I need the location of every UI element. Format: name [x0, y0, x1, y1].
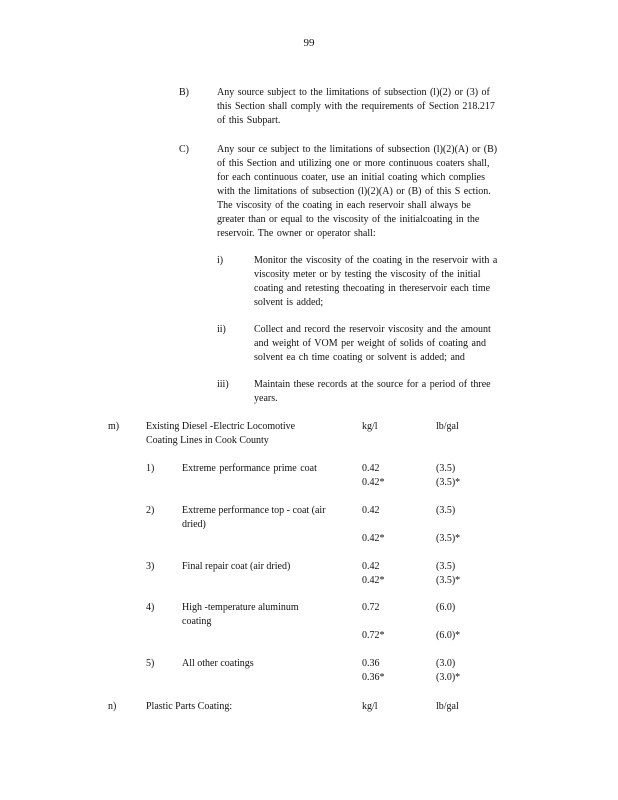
- row-number: 4): [146, 602, 155, 613]
- item-ii-text: [254, 323, 535, 365]
- text-line: reservoir. The owner or operator shall:: [217, 228, 376, 239]
- row-lb-value-alt: (3.5)*: [436, 533, 461, 544]
- unit-lb-header: lb/gal: [436, 701, 459, 712]
- value: 0.42*: [362, 477, 385, 488]
- value: (3.0)*: [436, 672, 461, 683]
- item-i-label: i): [217, 255, 224, 266]
- section-m-label: m): [108, 421, 120, 432]
- value: 0.36*: [362, 672, 385, 683]
- text-line: dried): [182, 519, 206, 530]
- row-kg-value: 0.42: [362, 505, 380, 516]
- value: (3.0): [436, 658, 456, 669]
- section-c-text: [217, 143, 535, 241]
- row-lb-values: [436, 657, 460, 685]
- value: 0.42*: [362, 575, 385, 586]
- row-lb-value: (3.5): [436, 505, 456, 516]
- value: 0.36: [362, 658, 380, 669]
- item-iii-text: [254, 378, 535, 406]
- row-description: [182, 462, 338, 476]
- section-c-label: C): [179, 144, 189, 155]
- text-line: of this Subpart.: [217, 115, 281, 126]
- text-line: solvent ea ch time coating or solvent is added; and: [254, 352, 465, 363]
- row-lb-value-alt: (6.0)*: [436, 630, 461, 641]
- row-number: 3): [146, 561, 155, 572]
- row-description: [182, 560, 350, 574]
- value: (3.5)*: [436, 575, 461, 586]
- text-line: coating: [182, 616, 212, 627]
- section-n-label: n): [108, 701, 117, 712]
- section-m-title: [146, 420, 346, 448]
- section-n-title: Plastic Parts Coating:: [146, 701, 233, 712]
- row-kg-values: [362, 657, 385, 685]
- text-line: and weight of VOM per weight of solids of coating and: [254, 338, 486, 349]
- row-kg-value-alt: 0.72*: [362, 630, 385, 641]
- value: 0.42: [362, 561, 380, 572]
- text-line: years.: [254, 393, 278, 404]
- item-ii-label: ii): [217, 324, 226, 335]
- row-description: [182, 504, 350, 532]
- row-kg-value-alt: 0.42*: [362, 533, 385, 544]
- value: 0.42: [362, 463, 380, 474]
- text-line: with the limitations of subsection (l)(2)(A) or (B) of this S ection.: [217, 186, 491, 197]
- row-lb-value: (6.0): [436, 602, 456, 613]
- value: (3.5): [436, 561, 456, 572]
- item-i-text: [254, 254, 535, 310]
- row-lb-values: [436, 560, 460, 588]
- text-line: The viscosity of the coating in each reservoir shall always be: [217, 200, 471, 211]
- text-line: greater than or equal to the viscosity of the initialcoating in the: [217, 214, 480, 225]
- section-b-label: B): [179, 87, 189, 98]
- text-line: High -temperature aluminum: [182, 602, 299, 613]
- text-line: for each continuous coater, use an initial coating which complies: [217, 172, 485, 183]
- row-description: [182, 601, 350, 629]
- text-line: Extreme performance top - coat (air: [182, 505, 326, 516]
- text-line: Extreme performance prime coat: [182, 463, 317, 474]
- row-kg-values: [362, 560, 385, 588]
- text-line: Collect and record the reservoir viscosity and the amount: [254, 324, 491, 335]
- text-line: Maintain these records at the source for a period of three: [254, 379, 491, 390]
- row-kg-value: 0.72: [362, 602, 380, 613]
- item-iii-label: iii): [217, 379, 229, 390]
- row-description: [182, 657, 350, 671]
- text-line: Any source subject to the limitations of subsection (l)(2) or (3) of: [217, 87, 490, 98]
- value: (3.5)*: [436, 477, 461, 488]
- row-lb-values: [436, 462, 460, 490]
- text-line: solvent is added;: [254, 297, 324, 308]
- text-line: viscosity meter or by testing the viscosity of the initial: [254, 269, 481, 280]
- row-number: 2): [146, 505, 155, 516]
- text-line: Existing Diesel -Electric Locomotive: [146, 421, 296, 432]
- text-line: All other coatings: [182, 658, 254, 669]
- unit-lb-header: lb/gal: [436, 421, 459, 432]
- page-number: 99: [303, 37, 315, 49]
- row-number: 1): [146, 463, 155, 474]
- section-b-text: [217, 86, 535, 128]
- unit-kg-header: kg/l: [362, 701, 378, 712]
- text-line: this Section shall comply with the requirements of Section 218.217: [217, 101, 495, 112]
- value: (3.5): [436, 463, 456, 474]
- row-kg-values: [362, 462, 385, 490]
- text-line: of this Section and utilizing one or more continuous coaters shall,: [217, 158, 490, 169]
- text-line: Final repair coat (air dried): [182, 561, 291, 572]
- text-line: Monitor the viscosity of the coating in the reservoir with a: [254, 255, 498, 266]
- text-line: Any sour ce subject to the limitations of subsection (l)(2)(A) or (B): [217, 144, 498, 155]
- row-number: 5): [146, 658, 155, 669]
- text-line: Coating Lines in Cook County: [146, 435, 269, 446]
- unit-kg-header: kg/l: [362, 421, 378, 432]
- text-line: coating and retesting thecoating in thereservoir each time: [254, 283, 491, 294]
